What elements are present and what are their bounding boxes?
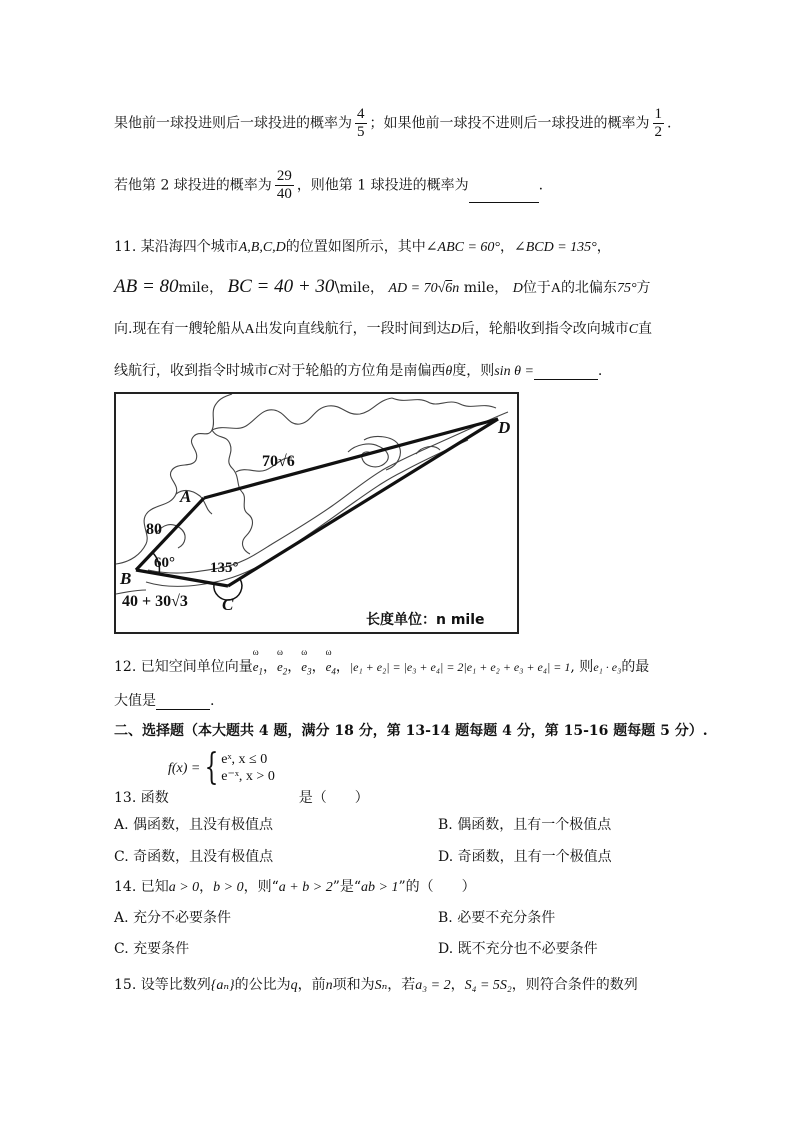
angle-bcd: ∠BCD = 135° [514,240,597,255]
q13-option-d[interactable]: D. 奇函数，且有一个极值点 [438,849,612,865]
q13-line: 13. 函数 是（ ） [114,790,369,806]
cities-label: A,B,C,D [238,240,286,255]
bc-length-label: 40 + 30√3 [122,593,188,610]
q12-line2: 大值是 . [114,693,215,709]
ab-length: AB = 80 [114,276,179,297]
angle-abc: ∠ABC = 60° [425,240,500,255]
vector-e1: ω $e_1$ [253,659,263,677]
fraction-4-5: $\frac{4}{5}$ [357,106,365,140]
q13-option-b[interactable]: B. 偶函数，且有一个极值点 [438,817,612,833]
answer-blank-q11[interactable] [534,365,598,380]
city-map-figure [114,392,519,634]
q13-option-a[interactable]: A. 偶函数，且没有极值点 [114,817,274,833]
cases-brace: { [204,747,219,788]
ad-length: AD = 70 [388,281,438,296]
q14-option-b[interactable]: B. 必要不充分条件 [438,910,556,926]
bc-length: BC = 40 + 30 [227,276,335,297]
section-2-heading: 二、选择题（本大题共 4 题，满分 18 分，第 13-14 题每题 4 分，第 15-16 题每题 5 分）. [114,723,708,739]
vertex-a-label: A [180,487,192,506]
fraction-29-40: $\frac{29}{40}$ [276,168,292,202]
q14-option-a[interactable]: A. 充分不必要条件 [114,910,232,926]
segment-ad [204,419,498,498]
vertex-b-label: B [120,569,132,588]
q14-option-d[interactable]: D. 既不充分也不必要条件 [438,941,598,957]
q11-line3: 向.现在有一艘轮船从A出发向直线航行，一段时间到达D后，轮船收到指令改向城市C直 [114,321,653,337]
vertex-c-label: C [222,595,234,614]
ab-length-label: 80 [146,521,162,538]
ad-length-label: 70√6 [262,453,295,470]
q11-line4: 线航行，收到指令时城市C对于轮船的方位角是南偏西θ度，则sin θ = . [114,363,603,379]
q14-option-c[interactable]: C. 充要条件 [114,941,190,957]
vector-e2: ω $e_2$ [277,659,287,677]
vector-e3: ω $e_3$ [301,659,311,677]
vector-condition: |e₁ + e₂| = |e₃ + e₄| = 2|e₁ + e₂ + e₃ + e₄| = 1 [349,660,571,674]
fraction-1-2: $\frac{1}{2}$ [654,106,662,140]
map-diagram [116,394,517,632]
vertex-d-label: D [498,418,511,437]
dot-product: e₁ · e₃ [593,660,622,674]
q15-line: 15. 设等比数列{aₙ}的公比为q，前n项和为Sₙ，若a₃ = 2，S₄ = 5S₂，则符合条件的数列 [114,977,638,993]
q11-line2: AB = 80mile， BC = 40 + 30\mile， AD = 70√6n mile， D位于A的北偏东75°方 [114,276,651,297]
answer-blank-q12[interactable] [156,695,210,710]
vector-e4: ω $e_4$ [326,659,336,677]
angle-b-label: 60° [154,555,175,571]
q13-option-c[interactable]: C. 奇函数，且没有极值点 [114,849,274,865]
q11-line1: 11. 某沿海四个城市A,B,C,D的位置如图所示，其中∠ABC = 60°，∠BCD = 135°， [114,239,611,255]
q10-line1: 果他前一球投进则后一球投进的概率为 $\frac{4}{5}$ ；如果他前一球投不进则后一球投进的概率为 $\frac{1}{2}$ . [114,106,672,140]
answer-blank-q10[interactable] [469,188,539,203]
angle-c-label: 135° [210,560,239,576]
piecewise-cases: eˣ, x ≤ 0 e⁻ˣ, x > 0 [221,752,275,784]
q14-line: 14. 已知a > 0，b > 0，则“a + b > 2”是“ab > 1”的（ ） [114,879,476,895]
unit-label: 长度单位：n mile [366,612,485,628]
function-f: f(x) = [168,761,201,776]
q13-function [168,747,275,788]
q12-line1: 12. 已知空间单位向量ω $e_1$，ω $e_2$，ω $e_3$，ω $e_4$，|e₁ + e₂| = |e₃ + e₄| = 2|e₁ + e₂ + e₃ + e₄| = 1, 则e₁ · e₃的最 [114,656,649,677]
q10-line2: 若他第 2 球投进的概率为 $\frac{29}{40}$ ，则他第 1 球投进的概率为 . [114,168,544,202]
